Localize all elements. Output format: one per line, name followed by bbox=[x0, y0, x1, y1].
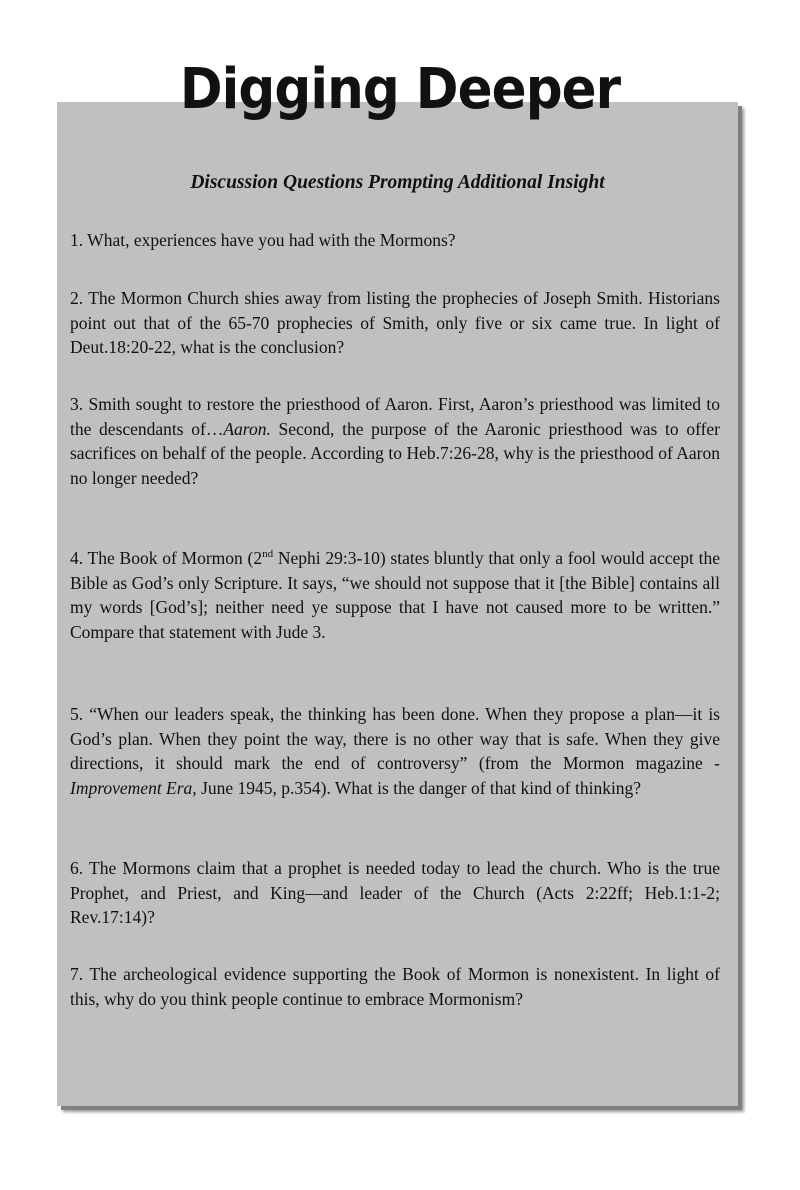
question-3-emphasis: Aaron. bbox=[223, 418, 271, 439]
question-4-superscript: nd bbox=[262, 548, 274, 561]
question-2: 2. The Mormon Church shies away from listing the prophecies of Joseph Smith. Historians point out that of the 65-70 prophecies of Smith, only five or six came true. In light of Deut.18:20-22, what is the conclusion? bbox=[70, 288, 720, 357]
question-5 bbox=[70, 702, 720, 800]
question-4 bbox=[70, 546, 720, 644]
question-5-text-b: June 1945, p.354). What is the danger of that kind of thinking? bbox=[196, 777, 642, 798]
question-5-magazine: Improvement Era, bbox=[70, 777, 197, 798]
page-title: Digging Deeper bbox=[179, 57, 621, 122]
question-4-text-b: Nephi 29:3-10) states bluntly that only a fool would accept the Bible as God’s only Scripture. It says, “we should not suppose that it [the Bible] contains all my words [God’s]; neither need ye suppose that I have not caused more to be written.” Compare that statement with Jude 3. bbox=[70, 548, 721, 642]
question-3-text-a: 3. Smith sought to restore the priesthood of Aaron. First, Aaron’s priesthood was limited to the descendants of… bbox=[70, 394, 720, 439]
question-7: 7. The archeological evidence supporting the Book of Mormon is nonexistent. In light of this, why do you think people continue to embrace Mormonism? bbox=[70, 964, 720, 1009]
question-1: 1. What, experiences have you had with the Mormons? bbox=[70, 230, 456, 250]
question-4-text-a: 4. The Book of Mormon (2 bbox=[70, 548, 263, 568]
question-5-text-a: 5. “When our leaders speak, the thinking has been done. When they propose a plan—it is God’s plan. When they point the way, there is no other way that is safe. When they give directions, it should mark the end of controversy” (from the Mormon magazine - bbox=[70, 704, 720, 773]
question-3-text-b: Second, the purpose of the Aaronic priesthood was to offer sacrifices on behalf of the people. According to Heb.7:26-28, why is the priesthood of Aaron no longer needed? bbox=[70, 418, 720, 488]
page-subtitle: Discussion Questions Prompting Additional Insight bbox=[190, 172, 605, 193]
question-6: 6. The Mormons claim that a prophet is needed today to lead the church. Who is the true Prophet, and Priest, and King—and leader of the Church (Acts 2:22ff; Heb.1:1-2; Rev.17:14)? bbox=[70, 858, 720, 927]
question-3 bbox=[70, 392, 720, 490]
